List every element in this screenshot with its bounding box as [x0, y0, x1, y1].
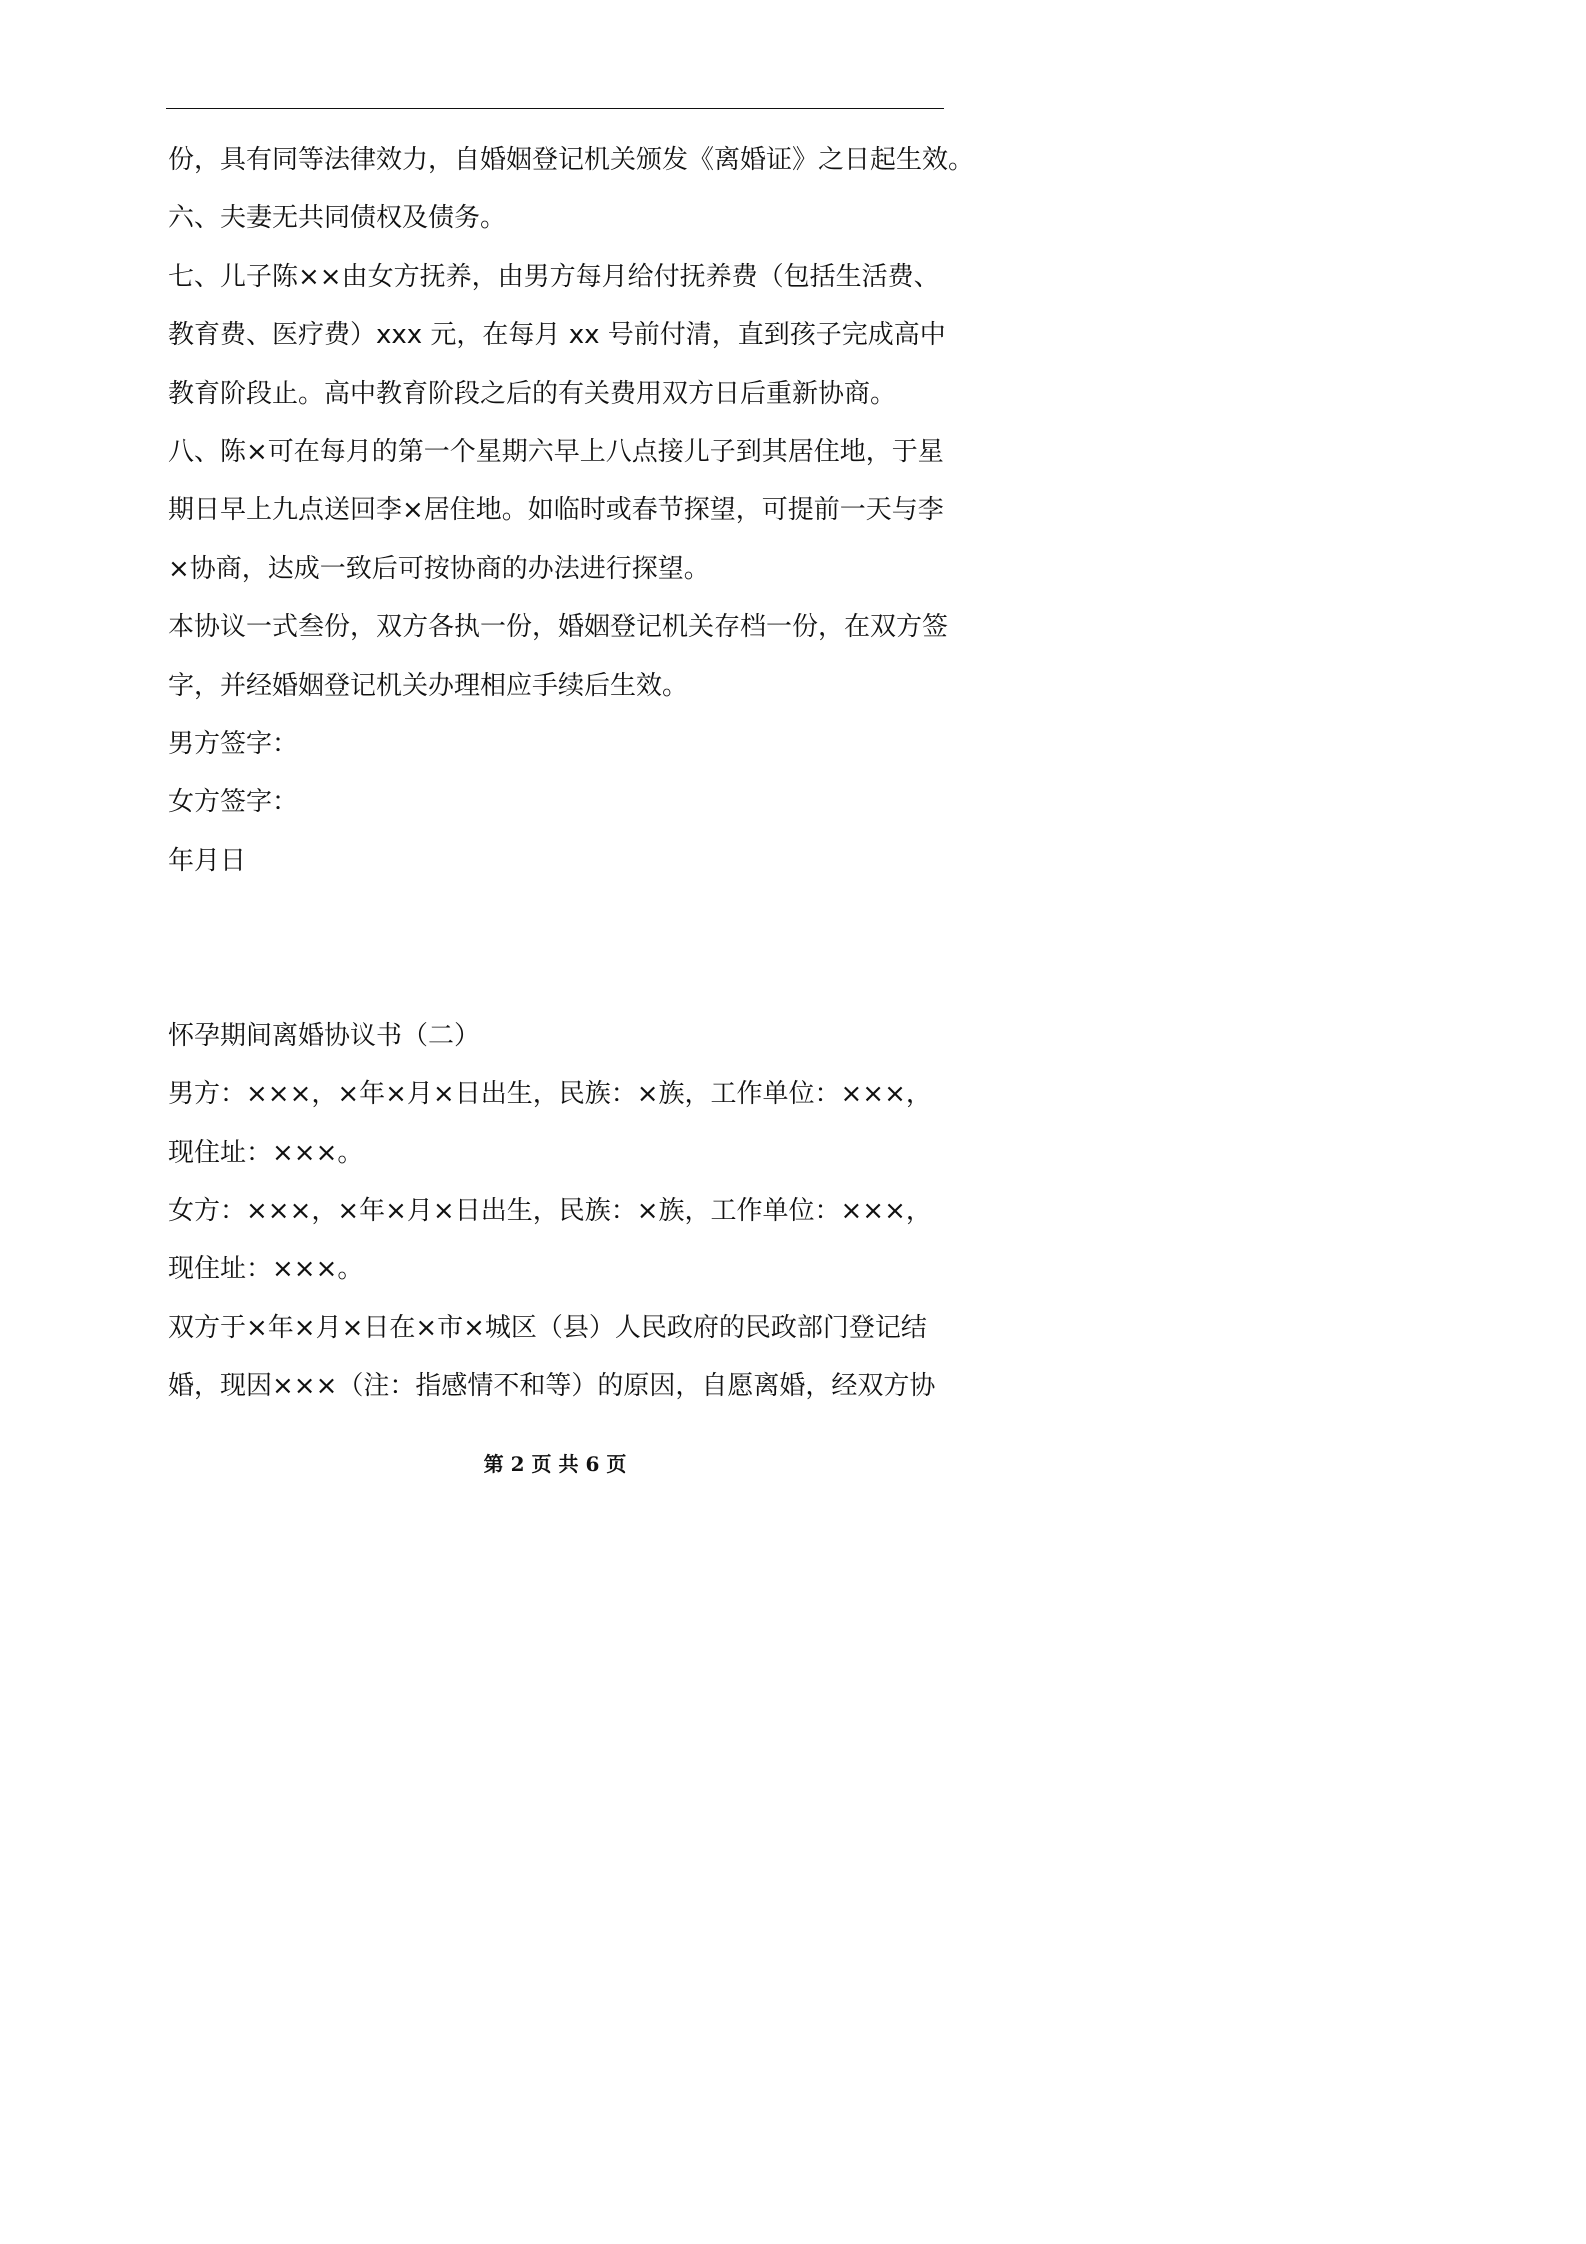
paragraph-line: 七、儿子陈××由女方抚养，由男方每月给付抚养费（包括生活费、: [168, 261, 940, 292]
paragraph-line: 现住址：×××。: [168, 1254, 364, 1285]
document-body: [168, 131, 975, 1416]
paragraph-line: 双方于×年×月×日在×市×城区（县）人民政府的民政部门登记结: [168, 1312, 927, 1343]
paragraph-line: ×协商，达成一致后可按协商的办法进行探望。: [168, 553, 710, 584]
paragraph-line: 期日早上九点送回李×居住地。如临时或春节探望，可提前一天与李: [168, 495, 944, 526]
paragraph-line: 女方：×××，×年×月×日出生，民族：×族，工作单位：×××，: [168, 1196, 932, 1227]
female-signature-label: 女方签字：: [168, 787, 299, 818]
paragraph-line: 婚，现因×××（注：指感情不和等）的原因，自愿离婚，经双方协: [168, 1371, 936, 1402]
section-gap: [168, 890, 948, 1007]
paragraph-line: 教育费、医疗费）xxx 元，在每月 xx 号前付清，直到孩子完成高中: [168, 320, 946, 351]
section-title: 怀孕期间离婚协议书（二）: [168, 1020, 481, 1051]
male-signature-label: 男方签字：: [168, 728, 299, 759]
paragraph-line: 份，具有同等法律效力，自婚姻登记机关颁发《离婚证》之日起生效。: [168, 145, 975, 175]
paragraph-line: 教育阶段止。高中教育阶段之后的有关费用双方日后重新协商。: [168, 378, 897, 409]
paragraph-line: 男方：×××，×年×月×日出生，民族：×族，工作单位：×××，: [168, 1079, 932, 1110]
page-number: 第 2 页 共 6 页: [483, 1452, 627, 1476]
header-rule: [166, 108, 944, 109]
paragraph-line: 八、陈×可在每月的第一个星期六早上八点接儿子到其居住地，于星: [168, 436, 944, 467]
paragraph-line: 字，并经婚姻登记机关办理相应手续后生效。: [168, 670, 689, 701]
paragraph-line: 现住址：×××。: [168, 1137, 364, 1168]
paragraph-line: 本协议一式叁份，双方各执一份，婚姻登记机关存档一份，在双方签: [168, 612, 949, 643]
paragraph-line: 六、夫妻无共同债权及债务。: [168, 203, 507, 234]
date-label: 年月日: [168, 845, 247, 876]
